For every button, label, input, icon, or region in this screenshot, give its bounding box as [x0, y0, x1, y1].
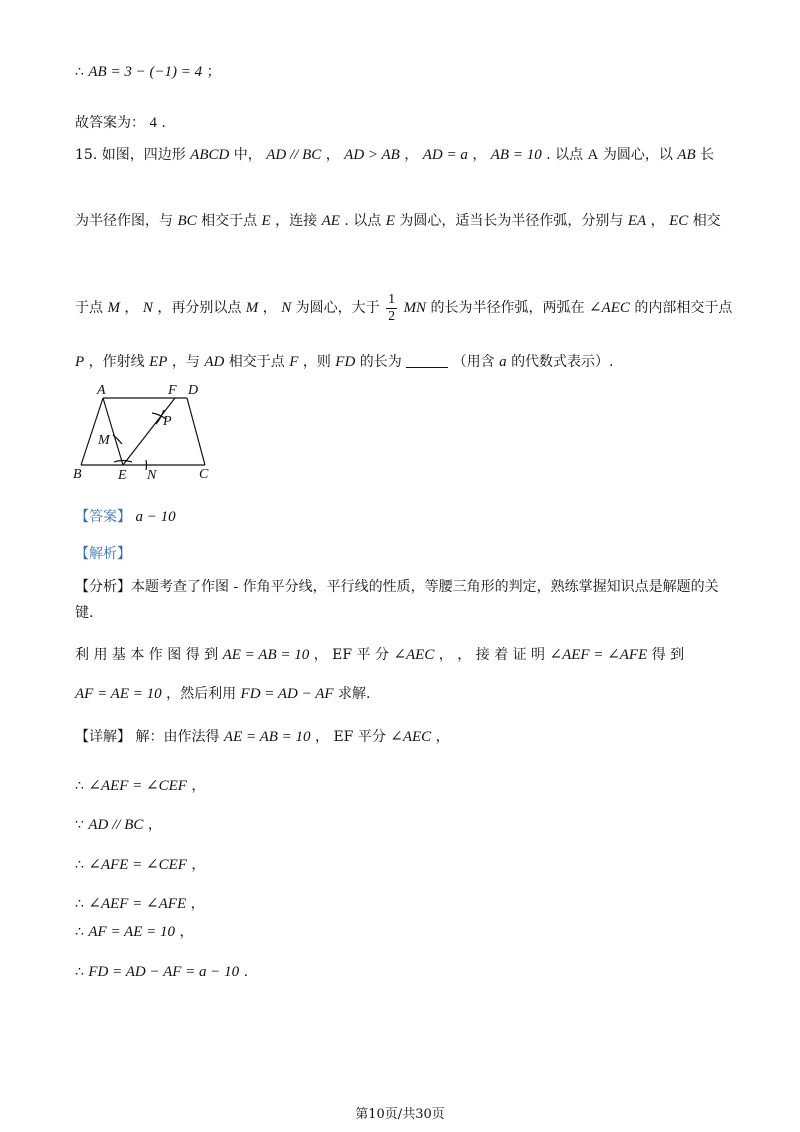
label-b: B — [73, 467, 82, 482]
step-4: ∴ ∠AEF = ∠AFE ， — [75, 896, 205, 912]
step-3: ∴ ∠AFE = ∠CEF ， — [75, 857, 206, 873]
answer-value: a − 10 — [135, 509, 176, 525]
use-line-1: 利 用 基 本 作 图 得 到 AE = AB = 10 ， EF 平 分 ∠AEC ， ， 接 着 证 明 ∠AEF = ∠AFE 得 到 — [75, 647, 685, 663]
label-c: C — [199, 467, 209, 482]
label-e: E — [118, 468, 127, 483]
arc-e — [114, 461, 132, 463]
label-p: P — [163, 414, 172, 429]
question-15-line-1: 15. 如图，四边形 ABCD 中， AD // BC ， AD > AB ， AD = a ， AB = 10 . 以点 A 为圆心，以 AB 长 — [75, 147, 715, 163]
label-f: F — [168, 383, 177, 398]
segment-ab — [81, 398, 103, 465]
geometry-figure — [70, 380, 230, 485]
label-d: D — [188, 383, 199, 398]
answer-line — [75, 507, 730, 527]
use-line-2: AF = AE = 10 ，然后利用 FD = AD − AF 求解. — [75, 686, 371, 702]
step-2: ∵ AD // BC ， — [75, 817, 162, 833]
question-15-line-4: P ，作射线 EP ，与 AD 相交于点 F ，则 FD 的长为 （用含 a 的代数式表示）. — [75, 354, 614, 370]
step-1: ∴ ∠AEF = ∠CEF ， — [75, 778, 206, 794]
line-answer-prev: 故答案为： 4 . — [75, 115, 166, 131]
answer-blank — [406, 353, 448, 368]
label-m: M — [98, 433, 110, 448]
label-a: A — [97, 383, 106, 398]
step-6: ∴ FD = AD − AF = a − 10 . — [75, 964, 249, 980]
ray-ep — [123, 398, 175, 465]
detail-line: 【详解】 解：由作法得 AE = AB = 10 ， EF 平分 ∠AEC ， — [75, 729, 450, 745]
segment-ae — [103, 398, 123, 465]
step-5: ∴ AF = AE = 10 ， — [75, 924, 194, 940]
analysis-tag: 【解析】 — [75, 546, 131, 562]
fraction-one-half: $\frac{1}{2}$ — [388, 291, 396, 324]
answer-tag: 【答案】 — [75, 509, 131, 525]
detail-tag: 【详解】 — [75, 729, 131, 745]
question-15-line-3: 于点 M ， N ，再分别以点 M ， N 为圆心，大于 $\frac{1}{2}$ MN 的长为半径作弧，两弧在 ∠AEC 的内部相交于点 — [75, 291, 733, 324]
fenxi-tag: 【分析】 — [75, 579, 131, 595]
label-n: N — [147, 468, 157, 483]
line-ab-equals-4: ∴ AB = 3 − (−1) = 4 ； — [75, 64, 221, 80]
segment-dc — [187, 398, 205, 465]
arc-m — [113, 435, 122, 444]
question-15-line-2: 为半径作图，与 BC 相交于点 E ，连接 AE . 以点 E 为圆心，适当长为半径作弧，分别与 EA ， EC 相交 — [75, 213, 721, 229]
fenxi-line-2: 键. — [75, 605, 94, 621]
fenxi-line-1: 【分析】本题考查了作图 - 作角平分线，平行线的性质，等腰三角形的判定，熟练掌握知识点是解题的关 — [75, 579, 719, 595]
page-footer: 第10页/共30页 — [355, 1107, 445, 1122]
analysis-tag-line — [75, 544, 730, 564]
